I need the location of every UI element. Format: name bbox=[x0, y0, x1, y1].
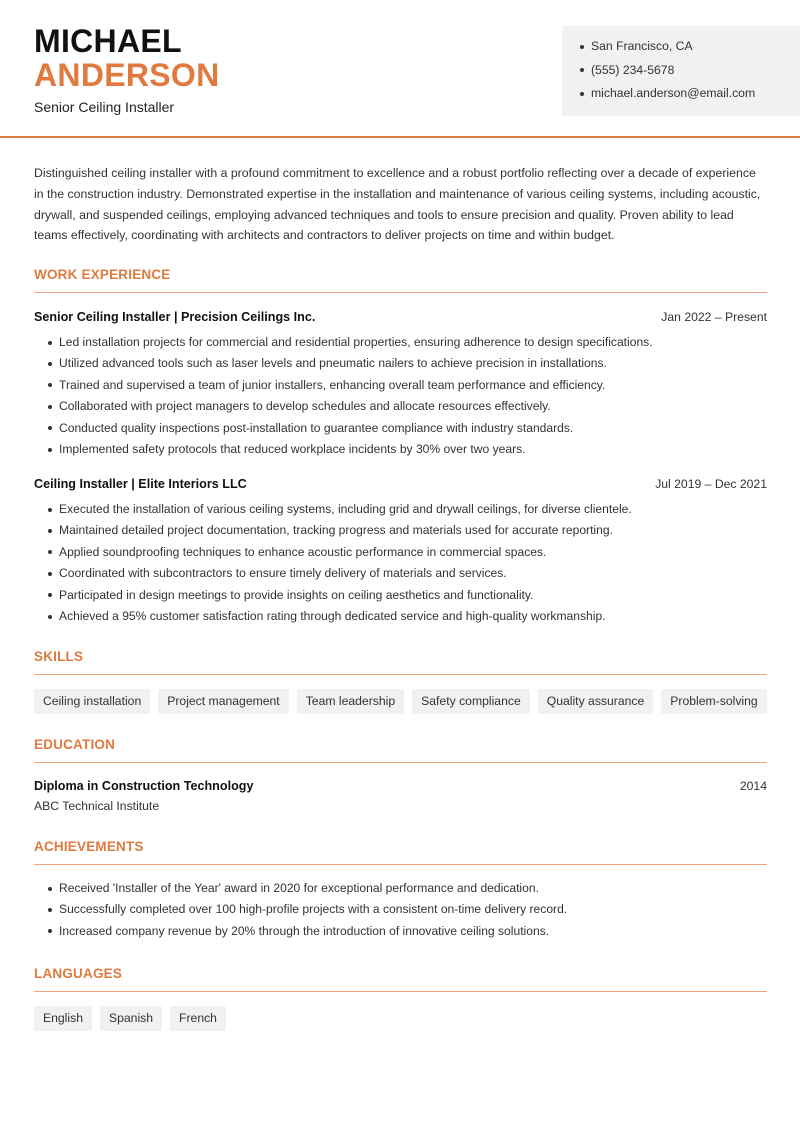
section-title-education: EDUCATION bbox=[34, 737, 767, 763]
bullet-text: Executed the installation of various ceiling systems, including grid and drywall ceilings, for diverse clientele. bbox=[59, 502, 632, 516]
bullet-icon bbox=[48, 405, 52, 409]
job-dates: Jan 2022 – Present bbox=[661, 310, 767, 324]
bullet-icon bbox=[580, 92, 584, 96]
job-bullets bbox=[34, 499, 767, 627]
language-tag: English bbox=[34, 1006, 92, 1031]
job-header bbox=[34, 308, 767, 326]
education-school: ABC Technical Institute bbox=[34, 799, 160, 813]
list-item bbox=[34, 606, 767, 627]
language-tag: Spanish bbox=[100, 1006, 162, 1031]
education-year: 2014 bbox=[739, 779, 767, 793]
bullet-icon bbox=[48, 929, 52, 933]
bullet-icon bbox=[580, 68, 584, 72]
bullet-icon bbox=[48, 362, 52, 366]
list-item bbox=[34, 375, 767, 396]
email-text[interactable]: michael.anderson@email.com bbox=[591, 86, 756, 100]
bullet-text: Participated in design meetings to provide insights on ceiling aesthetics and functionality. bbox=[59, 587, 534, 602]
bullet-icon bbox=[580, 45, 584, 49]
list-item bbox=[34, 878, 767, 899]
list-item bbox=[34, 520, 767, 541]
list-item bbox=[34, 499, 767, 520]
phone-text: (555) 234-5678 bbox=[591, 62, 675, 77]
location-text: San Francisco, CA bbox=[591, 39, 693, 53]
bullet-text: Maintained detailed project documentation, tracking progress and materials used for accurate reporting. bbox=[59, 523, 613, 538]
bullet-text: Increased company revenue by 20% through the introduction of innovative ceiling solutions. bbox=[59, 923, 550, 938]
bullet-text: Received 'Installer of the Year' award in 2020 for exceptional performance and dedication. bbox=[59, 881, 539, 895]
education-header bbox=[34, 777, 767, 795]
bullet-icon bbox=[48, 341, 52, 345]
list-item bbox=[34, 332, 767, 353]
bullet-text: Trained and supervised a team of junior installers, enhancing overall team performance and efficiency. bbox=[59, 377, 606, 392]
job-role: Senior Ceiling Installer | Precision Ceilings Inc. bbox=[34, 310, 316, 324]
bullet-text: Conducted quality inspections post-installation to guarantee compliance with industry standards. bbox=[59, 420, 574, 435]
bullet-text: Utilized advanced tools such as laser levels and pneumatic nailers to achieve precision in installations. bbox=[59, 356, 607, 371]
bullet-icon bbox=[48, 508, 52, 512]
languages-list bbox=[34, 1006, 767, 1031]
last-name: ANDERSON bbox=[34, 57, 220, 93]
bullet-icon bbox=[48, 383, 52, 387]
section-title-work: WORK EXPERIENCE bbox=[34, 267, 767, 293]
bullet-text: Collaborated with project managers to develop schedules and allocate resources effectively. bbox=[59, 399, 551, 414]
bullet-text: Applied soundproofing techniques to enhance acoustic performance in commercial spaces. bbox=[59, 544, 547, 559]
list-item bbox=[34, 418, 767, 439]
bullet-text: Led installation projects for commercial and residential properties, ensuring adherence to design specifications. bbox=[59, 335, 653, 349]
bullet-icon bbox=[48, 908, 52, 912]
section-title-achievements: ACHIEVEMENTS bbox=[34, 839, 767, 865]
list-item bbox=[34, 542, 767, 563]
achievements-list bbox=[34, 878, 767, 942]
skill-tag: Quality assurance bbox=[538, 689, 654, 714]
skill-tag: Project management bbox=[158, 689, 288, 714]
list-item bbox=[34, 396, 767, 417]
education-degree: Diploma in Construction Technology bbox=[34, 779, 254, 793]
language-tag: French bbox=[170, 1006, 226, 1031]
job-header bbox=[34, 475, 767, 493]
list-item bbox=[34, 585, 767, 606]
job-title: Senior Ceiling Installer bbox=[34, 99, 175, 115]
bullet-text: Implemented safety protocols that reduced workplace incidents by 30% over two years. bbox=[59, 441, 526, 456]
skill-tag: Ceiling installation bbox=[34, 689, 150, 714]
section-title-languages: LANGUAGES bbox=[34, 966, 767, 992]
bullet-icon bbox=[48, 572, 52, 576]
list-item bbox=[34, 921, 767, 942]
bullet-icon bbox=[48, 448, 52, 452]
list-item bbox=[34, 899, 767, 920]
resume-header bbox=[0, 0, 800, 138]
first-name: MICHAEL bbox=[34, 23, 182, 59]
section-title-skills: SKILLS bbox=[34, 649, 767, 675]
job-bullets bbox=[34, 332, 767, 460]
bullet-text: Coordinated with subcontractors to ensure timely delivery of materials and services. bbox=[59, 566, 507, 581]
summary: Distinguished ceiling installer with a profound commitment to excellence and a robust portfolio reflecting over a decade of experience in the construction industry. Demonstrated expertise in the installation and maintenance of various ceiling systems, including acoustic, drywall, and suspended ceilings, employing advanced techniques and tools to ensure precision and quality. Proven ability to lead teams effectively, coordinating with architects and contractors to deliver projects on time and within budget. bbox=[34, 166, 761, 243]
skill-tag: Team leadership bbox=[297, 689, 404, 714]
bullet-icon bbox=[48, 529, 52, 533]
contact-email[interactable] bbox=[580, 82, 800, 106]
bullet-text: Achieved a 95% customer satisfaction rating through dedicated service and high-quality workmanship. bbox=[59, 608, 606, 623]
skill-tag: Safety compliance bbox=[412, 689, 530, 714]
job-role: Ceiling Installer | Elite Interiors LLC bbox=[34, 477, 247, 491]
list-item bbox=[34, 439, 767, 460]
skills-list bbox=[34, 689, 767, 714]
contact-box bbox=[562, 26, 800, 116]
job-dates: Jul 2019 – Dec 2021 bbox=[655, 477, 767, 491]
list-item bbox=[34, 353, 767, 374]
skill-tag: Problem-solving bbox=[661, 689, 766, 714]
contact-phone bbox=[580, 59, 800, 83]
bullet-icon bbox=[48, 426, 52, 430]
bullet-icon bbox=[48, 550, 52, 554]
bullet-icon bbox=[48, 615, 52, 619]
contact-location bbox=[580, 35, 800, 59]
list-item bbox=[34, 563, 767, 584]
bullet-text: Successfully completed over 100 high-profile projects with a consistent on-time delivery record. bbox=[59, 902, 568, 917]
bullet-icon bbox=[48, 593, 52, 597]
bullet-icon bbox=[48, 887, 52, 891]
